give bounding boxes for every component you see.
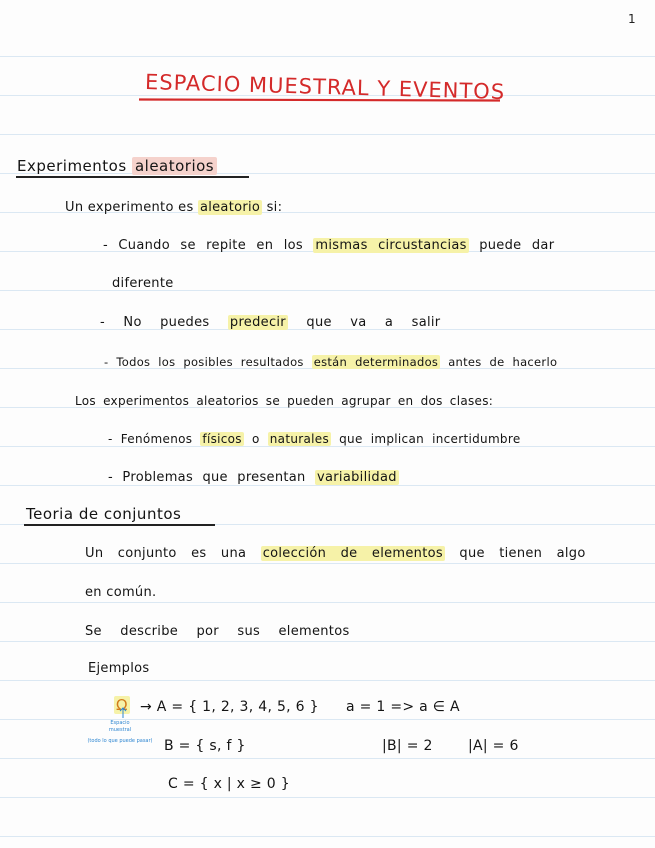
text-span: o [251, 432, 260, 446]
bullet-item [100, 315, 440, 331]
example-set-a: → A = { 1, 2, 3, 4, 5, 6 } [140, 699, 319, 715]
highlight: colección de elementos [262, 546, 443, 561]
example-set-c: C = { x | x ≥ 0 } [168, 776, 290, 792]
example-membership: a = 1 => a ∈ A [346, 699, 460, 715]
bullet-continuation: diferente [112, 276, 174, 291]
text-span: - Cuando se repite en los [103, 238, 303, 253]
text-span: - Problemas que presentan [108, 470, 306, 485]
text-line: en común. [85, 585, 157, 600]
text-span: Un conjunto es una [85, 546, 247, 561]
text-span: que implican incertidumbre [339, 432, 521, 446]
page-title: ESPACIO MUESTRAL Y EVENTOS [144, 69, 506, 105]
text-span: si: [266, 200, 283, 215]
section-heading-conjuntos: Teoria de conjuntos [26, 505, 182, 523]
text-span: - Todos los posibles resultados [104, 355, 304, 369]
highlight: están determinados [313, 355, 439, 369]
text-line [85, 546, 586, 562]
highlight: aleatorio [199, 200, 261, 215]
arrow-up-icon [119, 707, 127, 719]
text-span: que va a salir [306, 315, 441, 330]
section-heading-experimentos [17, 157, 217, 175]
text-line: Se describe por sus elementos [85, 624, 350, 639]
highlight: predecir [229, 315, 286, 330]
highlight: variabilidad [317, 470, 397, 485]
bullet-item [103, 238, 554, 254]
omega-note-line: (todo lo que puede pasar) [87, 738, 153, 744]
text-line [65, 200, 282, 216]
text-span: que tienen algo [459, 546, 586, 561]
heading-part-aleatorios: aleatorios [132, 157, 217, 175]
omega-note-line: muestral [108, 727, 132, 733]
bullet-item [108, 431, 521, 447]
text-span: Un experimento es [65, 200, 194, 215]
text-span: - No puedes [100, 315, 210, 330]
bullet-item [104, 354, 557, 370]
text-span: antes de hacerlo [448, 355, 558, 369]
highlight: físicos [202, 432, 242, 446]
text-span: puede dar [479, 238, 555, 253]
example-set-b: B = { s, f } [164, 738, 246, 754]
text-span: - Fenómenos [108, 432, 193, 446]
text-line: Los experimentos aleatorios se pueden agrupar en dos clases: [75, 394, 494, 408]
section-underline [16, 176, 249, 178]
example-cardinality-a: |A| = 6 [468, 738, 519, 754]
title-underline [137, 98, 502, 102]
examples-label: Ejemplos [88, 661, 150, 676]
example-cardinality-b: |B| = 2 [382, 738, 433, 754]
omega-glyph: Ω [116, 696, 128, 714]
page-number: 1 [628, 12, 636, 26]
omega-note-line: Espacio [110, 720, 130, 726]
highlight: mismas circustancias [315, 238, 467, 253]
section-underline [24, 524, 215, 526]
bullet-item [108, 470, 399, 486]
heading-part-experimentos: Experimentos [17, 157, 127, 175]
highlight: naturales [269, 432, 329, 446]
